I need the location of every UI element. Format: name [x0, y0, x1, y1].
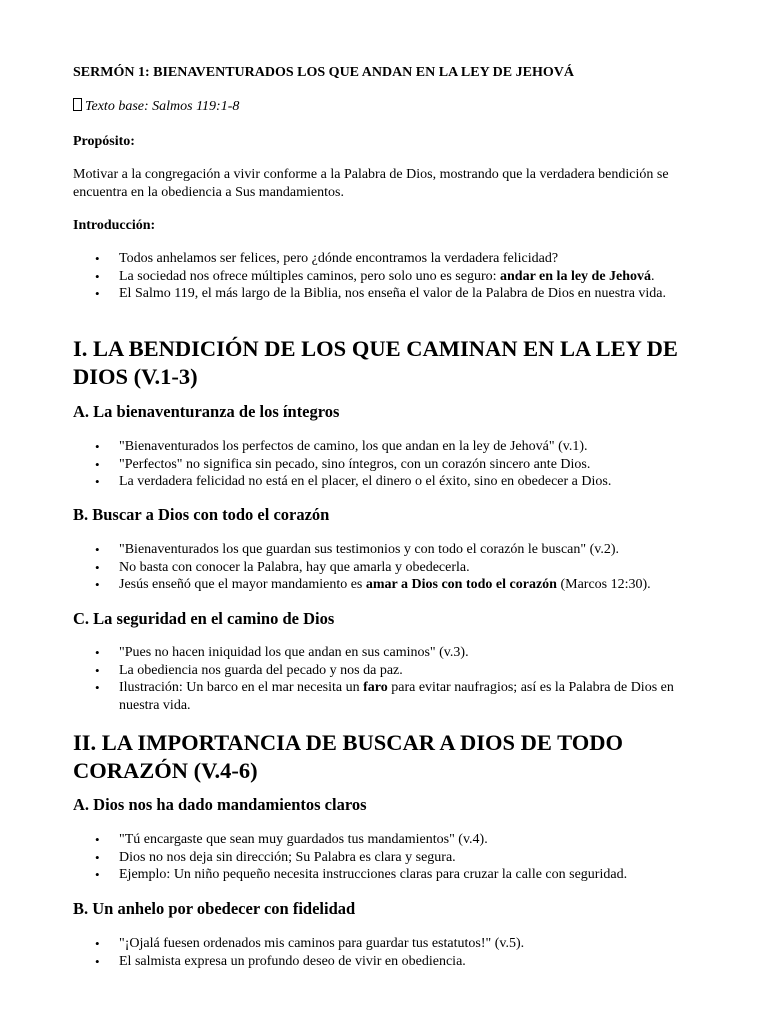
list-item	[73, 866, 716, 884]
section-1-heading: I. LA BENDICIÓN DE LOS QUE CAMINAN EN LA LEY DE DIOS (V.1-3)	[73, 336, 678, 389]
list-item	[73, 250, 716, 268]
section-2-heading: II. LA IMPORTANCIA DE BUSCAR A DIOS DE TODO CORAZÓN (V.4-6)	[73, 730, 623, 783]
sermon-title: SERMÓN 1: BIENAVENTURADOS LOS QUE ANDAN EN LA LEY DE JEHOVÁ	[73, 65, 574, 80]
texto-base	[73, 98, 716, 116]
list-item-text: "Pues no hacen iniquidad los que andan en sus caminos" (v.3).	[119, 645, 469, 660]
list-item-text: "Perfectos" no significa sin pecado, sino íntegros, con un corazón sincero ante Dios.	[119, 456, 591, 472]
bullet-icon: •	[95, 577, 100, 592]
list-item-text: Dios no nos deja sin dirección; Su Palabra es clara y segura.	[119, 849, 456, 865]
section-2b-list	[73, 935, 716, 970]
bullet-icon: •	[95, 456, 100, 472]
list-item	[73, 953, 716, 971]
section-2b-heading: B. Un anhelo por obedecer con fidelidad	[73, 899, 356, 918]
list-item-text: "Tú encargaste que sean muy guardados tus mandamientos" (v.4).	[119, 832, 488, 847]
bullet-icon: •	[95, 936, 100, 951]
list-item	[73, 831, 716, 849]
bullet-icon: •	[95, 286, 100, 301]
list-item-text: La obediencia nos guarda del pecado y nos da paz.	[119, 662, 403, 678]
bullet-icon: •	[95, 832, 100, 847]
section-1c-list	[73, 644, 716, 714]
list-item-text: .	[651, 268, 655, 284]
list-item	[73, 438, 716, 456]
list-item-text: "¡Ojalá fuesen ordenados mis caminos para guardar tus estatutos!" (v.5).	[119, 936, 525, 951]
list-item-text: Jesús enseñó que el mayor mandamiento es	[119, 577, 366, 592]
list-item-text: "Bienaventurados los perfectos de camino, los que andan en la ley de Jehová" (v.1).	[119, 439, 588, 454]
section-2a-list	[73, 831, 716, 884]
list-item-text: (Marcos 12:30).	[556, 577, 651, 592]
bullet-icon: •	[95, 645, 100, 660]
bullet-icon: •	[95, 542, 100, 557]
bullet-icon: •	[95, 439, 100, 454]
section-1b-list	[73, 541, 716, 594]
list-item-text: Ilustración: Un barco en el mar necesita un	[119, 680, 364, 695]
section-2a-heading: A. Dios nos ha dado mandamientos claros	[73, 795, 367, 814]
list-item-text: "Bienaventurados los que guardan sus testimonios y con todo el corazón le buscan" (v.2).	[119, 542, 620, 557]
introduccion-heading: Introducción:	[73, 218, 156, 233]
list-item	[73, 559, 716, 577]
list-item-text: Ejemplo: Un niño pequeño necesita instrucciones claras para cruzar la calle con seguridad.	[119, 867, 628, 882]
bullet-icon: •	[95, 559, 100, 575]
list-item	[73, 935, 716, 953]
bullet-icon: •	[95, 662, 100, 678]
list-item-text: para evitar naufragios; así es la Palabra de Dios en nuestra vida.	[119, 680, 674, 713]
section-1b-heading: B. Buscar a Dios con todo el corazón	[73, 505, 330, 524]
bullet-icon: •	[95, 251, 100, 266]
proposito-heading: Propósito:	[73, 134, 135, 149]
list-item-emphasis: amar a Dios con todo el corazón	[365, 577, 557, 592]
list-item-text: La sociedad nos ofrece múltiples caminos, pero solo uno es seguro:	[119, 268, 501, 284]
texto-base-text: Texto base: Salmos 119:1-8	[85, 99, 240, 114]
list-item	[73, 576, 716, 594]
list-item	[73, 679, 716, 714]
introduccion-list	[73, 250, 716, 303]
bullet-icon: •	[95, 849, 100, 865]
list-item	[73, 849, 716, 867]
list-item	[73, 456, 716, 474]
bullet-icon: •	[95, 867, 100, 882]
list-item	[73, 473, 716, 491]
list-item-text: La verdadera felicidad no está en el placer, el dinero o el éxito, sino en obedecer a Dios.	[119, 474, 612, 489]
list-item-emphasis: andar en la ley de Jehová	[500, 268, 652, 284]
bullet-icon: •	[95, 680, 100, 695]
proposito-text: Motivar a la congregación a vivir conforme a la Palabra de Dios, mostrando que la verdadera bendición se encuentra en la obediencia a Sus mandamientos.	[73, 167, 669, 200]
bullet-icon: •	[95, 474, 100, 489]
list-item-text: Todos anhelamos ser felices, pero ¿dónde encontramos la verdadera felicidad?	[119, 251, 559, 266]
list-item	[73, 662, 716, 680]
list-item-emphasis: faro	[363, 680, 388, 695]
list-item	[73, 541, 716, 559]
bullet-icon: •	[95, 268, 100, 284]
list-item	[73, 644, 716, 662]
list-item	[73, 268, 716, 286]
section-1a-list	[73, 438, 716, 491]
list-item-text: No basta con conocer la Palabra, hay que amarla y obedecerla.	[119, 559, 470, 575]
section-1c-heading: C. La seguridad en el camino de Dios	[73, 609, 335, 628]
bullet-icon: •	[95, 953, 100, 969]
list-item-text: El salmista expresa un profundo deseo de vivir en obediencia.	[119, 953, 466, 969]
list-item	[73, 285, 716, 303]
section-1a-heading: A. La bienaventuranza de los íntegros	[73, 402, 340, 421]
list-item-text: El Salmo 119, el más largo de la Biblia, nos enseña el valor de la Palabra de Dios en nuestra vida.	[119, 286, 667, 301]
book-icon	[73, 98, 82, 111]
